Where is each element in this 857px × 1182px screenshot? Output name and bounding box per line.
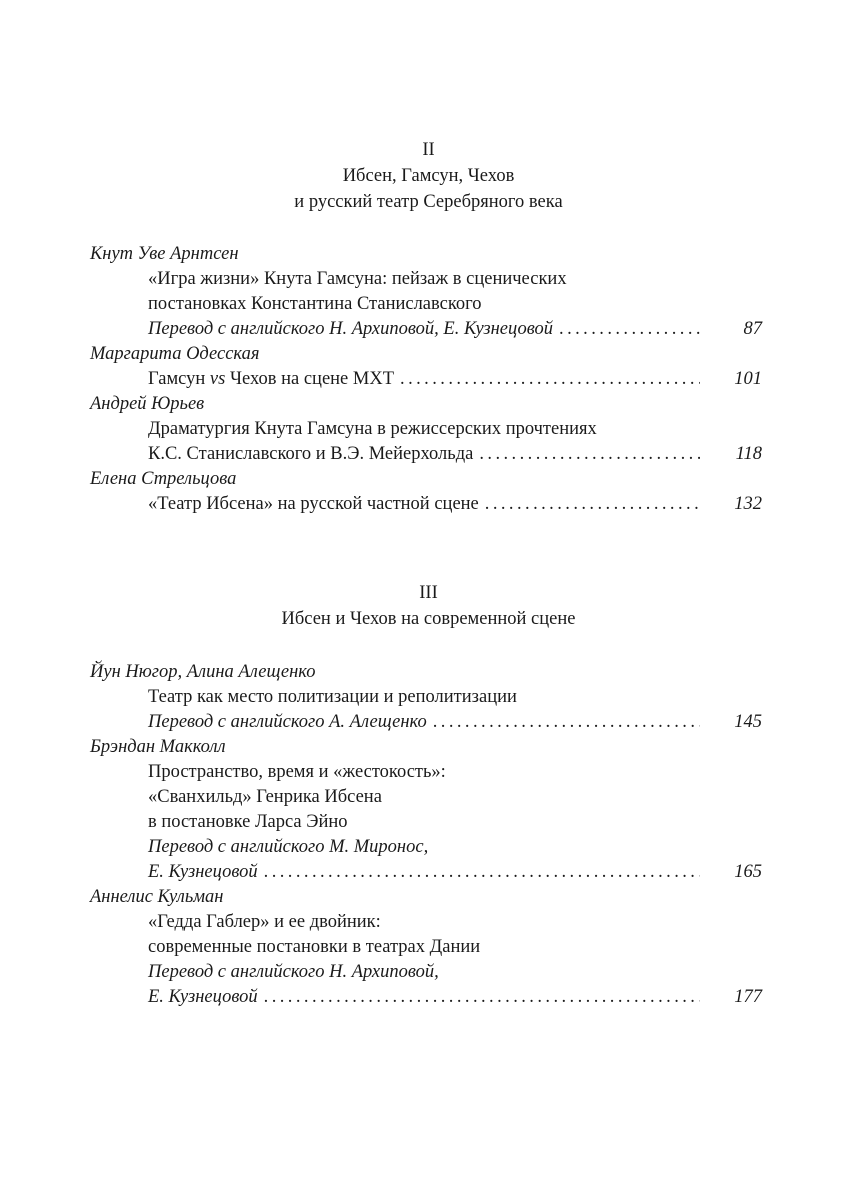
entry-text xyxy=(148,835,428,860)
section-3-toc xyxy=(90,660,762,1010)
toc-entry[interactable] xyxy=(90,735,762,885)
text-segment: Перевод с английского А. Алещенко xyxy=(148,712,427,732)
entry-text xyxy=(148,960,439,985)
entry-title-line xyxy=(90,810,762,835)
toc-entry[interactable] xyxy=(90,392,762,467)
page-number: 145 xyxy=(734,712,762,732)
entry-text xyxy=(148,760,446,785)
text-segment: в постановке Ларса Эйно xyxy=(148,812,348,832)
toc-entry[interactable] xyxy=(90,885,762,1010)
text-segment: Театр как место политизации и реполитизации xyxy=(148,687,517,707)
text-segment: постановках Константина Станиславского xyxy=(148,294,482,314)
dot-leader xyxy=(559,317,700,342)
page-number: 87 xyxy=(743,319,762,339)
entry-title-line xyxy=(90,442,762,467)
text-segment: Драматургия Кнута Гамсуна в режиссерских прочтениях xyxy=(148,419,597,439)
entry-text xyxy=(148,935,480,960)
entry-author: Йун Нюгор, Алина Алещенко xyxy=(90,662,316,682)
entry-text xyxy=(148,810,348,835)
text-segment: vs xyxy=(209,369,226,389)
page-number: 177 xyxy=(734,987,762,1007)
section-3-header xyxy=(0,580,857,632)
entry-author: Андрей Юрьев xyxy=(90,394,205,414)
entry-text xyxy=(148,317,553,342)
entry-text xyxy=(148,367,394,392)
entry-text xyxy=(148,292,482,317)
entry-author: Брэндан Макколл xyxy=(90,737,226,757)
page-number: 118 xyxy=(735,444,762,464)
entry-title-line xyxy=(90,760,762,785)
entry-title-line xyxy=(90,860,762,885)
entry-title-line xyxy=(90,317,762,342)
text-segment: Перевод с английского Н. Архиповой, xyxy=(148,962,439,982)
entry-title-line xyxy=(90,960,762,985)
dot-leader xyxy=(479,442,700,467)
text-segment: «Гедда Габлер» и ее двойник: xyxy=(148,912,381,932)
entry-title-line xyxy=(90,367,762,392)
page-number: 132 xyxy=(734,494,762,514)
text-segment: «Сванхильд» Генрика Ибсена xyxy=(148,787,382,807)
section-2-header xyxy=(0,137,857,215)
text-segment: Перевод с английского Н. Архиповой, Е. Кузнецовой xyxy=(148,319,554,339)
entry-title-line xyxy=(90,492,762,517)
dot-leader xyxy=(433,710,700,735)
entry-title-line xyxy=(90,292,762,317)
entry-text xyxy=(148,785,382,810)
entry-text xyxy=(148,417,597,442)
entry-text xyxy=(148,442,473,467)
entry-title-line xyxy=(90,935,762,960)
entry-title-line xyxy=(90,985,762,1010)
entry-title-line xyxy=(90,835,762,860)
entry-text xyxy=(148,985,258,1010)
page-number: 101 xyxy=(734,369,762,389)
text-segment: К.С. Станиславского и В.Э. Мейерхольда xyxy=(148,444,474,464)
dot-leader xyxy=(264,985,700,1010)
section-2-toc xyxy=(90,242,762,517)
entry-title-line xyxy=(90,417,762,442)
entry-author: Елена Стрельцова xyxy=(90,469,237,489)
section-title-line: Ибсен и Чехов на современной сцене xyxy=(281,609,576,629)
entry-text xyxy=(148,710,427,735)
toc-entry[interactable] xyxy=(90,342,762,392)
text-segment: «Театр Ибсена» на русской частной сцене xyxy=(148,494,479,514)
entry-text xyxy=(148,685,517,710)
text-segment: Е. Кузнецовой xyxy=(148,987,258,1007)
entry-author: Маргарита Одесская xyxy=(90,344,260,364)
section-title-line: Ибсен, Гамсун, Чехов xyxy=(342,166,515,186)
text-segment: Е. Кузнецовой xyxy=(148,862,258,882)
entry-text xyxy=(148,492,479,517)
dot-leader xyxy=(400,367,700,392)
toc-entry[interactable] xyxy=(90,467,762,517)
entry-title-line xyxy=(90,267,762,292)
text-segment: Чехов на сцене МХТ xyxy=(225,369,395,389)
section-numeral: III xyxy=(419,583,438,603)
text-segment: современные постановки в театрах Дании xyxy=(148,937,481,957)
entry-title-line xyxy=(90,685,762,710)
text-segment: Гамсун xyxy=(148,369,210,389)
entry-author: Кнут Уве Арнтсен xyxy=(90,244,239,264)
dot-leader xyxy=(485,492,700,517)
toc-entry[interactable] xyxy=(90,242,762,342)
toc-entry[interactable] xyxy=(90,660,762,735)
entry-title-line xyxy=(90,910,762,935)
entry-text xyxy=(148,860,258,885)
section-title-line: и русский театр Серебряного века xyxy=(294,192,563,212)
page-number: 165 xyxy=(734,862,762,882)
text-segment: «Игра жизни» Кнута Гамсуна: пейзаж в сценических xyxy=(148,269,567,289)
section-numeral: II xyxy=(422,140,435,160)
entry-text xyxy=(148,910,381,935)
entry-author: Аннелис Кульман xyxy=(90,887,224,907)
text-segment: Перевод с английского М. Миронос, xyxy=(148,837,429,857)
text-segment: Пространство, время и «жестокость»: xyxy=(148,762,446,782)
dot-leader xyxy=(264,860,700,885)
entry-text xyxy=(148,267,567,292)
entry-title-line xyxy=(90,710,762,735)
entry-title-line xyxy=(90,785,762,810)
